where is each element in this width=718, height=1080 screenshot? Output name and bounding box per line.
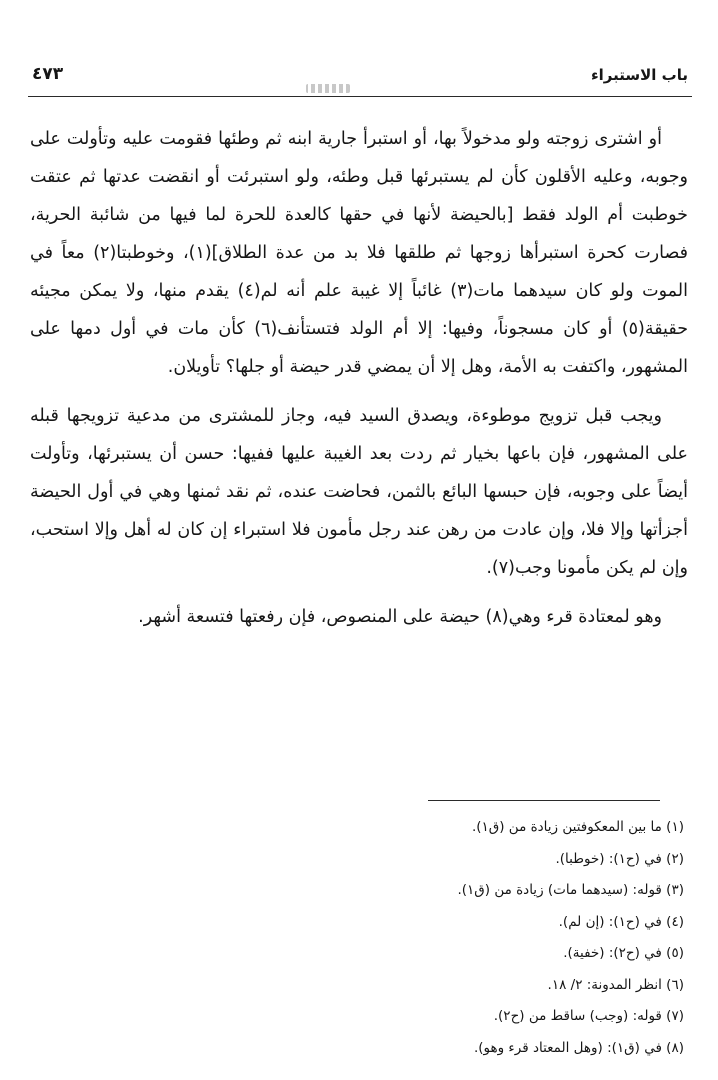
- page-header: [32, 64, 688, 84]
- footnote: (٦) انظر المدونة: ٢/ ١٨.: [547, 976, 684, 993]
- footnote: (٤) في (ح١): (إن لم).: [558, 913, 684, 930]
- footnote-divider: [428, 800, 660, 801]
- footnote: (٥) في (ح٢): (خفية).: [563, 945, 684, 961]
- header-divider: [28, 96, 692, 97]
- footnote: (٨) في (ق١): (وهل المعتاد قرء وهو).: [473, 1039, 684, 1056]
- footnotes-section: [30, 812, 684, 1064]
- paragraph: أو اشترى زوجته ولو مدخولاً بها، أو استبرأ جارية ابنه ثم وطئها فقومت عليه وتأولت على وجوبه، وعليه الأقلون كأن لم يستبرئها قبل وطئه، ولو استبرئت أو انقضت عدتها ثم عتقت خوطبت أم الولد فقط [بالحيضة لأنها في حقها كالعدة للحرة لما فيها من شائبة الحرية، فصارت كحرة استبرأها زوجها ثم طلقها فلا بد من عدة الطلاق](١)، وخوطبتا(٢) معاً في الموت ولو كان سيدهما مات(٣) غائباً إلا غيبة علم أنه لم(٤) يقدم منها، ولا يمكن مجيئه حقيقة(٥) أو كان مسجوناً، وفيها: إلا أم الولد فتستأنف(٦) كأن مات في أول دمها على المشهور، واكتفت به الأمة، وهل إلا أن يمضي قدر حيضة أو جلها؟ تأويلان.: [30, 129, 689, 377]
- footnote: (١) ما بين المعكوفتين زيادة من (ق١).: [471, 819, 684, 835]
- paragraph: ويجب قبل تزويج موطوءة، ويصدق السيد فيه، وجاز للمشترى من مدعية تزويجها قبله على المشهور، فإن باعها بخيار ثم ردت بعد الغيبة عليها ففيها: حسن أن يستبرئها، وتأولت أيضاً على وجوبه، فإن حبسها البائع بالثمن، فحاضت عنده، ثم نقد ثمنها وهي في أول الحيضة أجزأتها وإلا فلا، وإن عادت من رهن عند رجل مأمون فلا استبراء إن كان له أهل وإلا استحب، وإن لم يكن مأمونا وجب(٧).: [30, 406, 688, 578]
- body-text: [30, 120, 688, 647]
- footnote: (٢) في (ح١): (خوطبا).: [555, 850, 684, 867]
- footnote: (٧) قوله: (وجب) ساقط من (ح٢).: [493, 1008, 684, 1024]
- page-number: ٤٧٣: [32, 64, 64, 84]
- chapter-title: باب الاستبراء: [590, 66, 688, 84]
- paragraph: وهو لمعتادة قرء وهي(٨) حيضة على المنصوص، فإن رفعتها فتسعة أشهر.: [138, 607, 662, 627]
- print-smudge-artifact: [306, 84, 350, 93]
- footnote: (٣) قوله: (سيدهما مات) زيادة من (ق١).: [457, 882, 684, 898]
